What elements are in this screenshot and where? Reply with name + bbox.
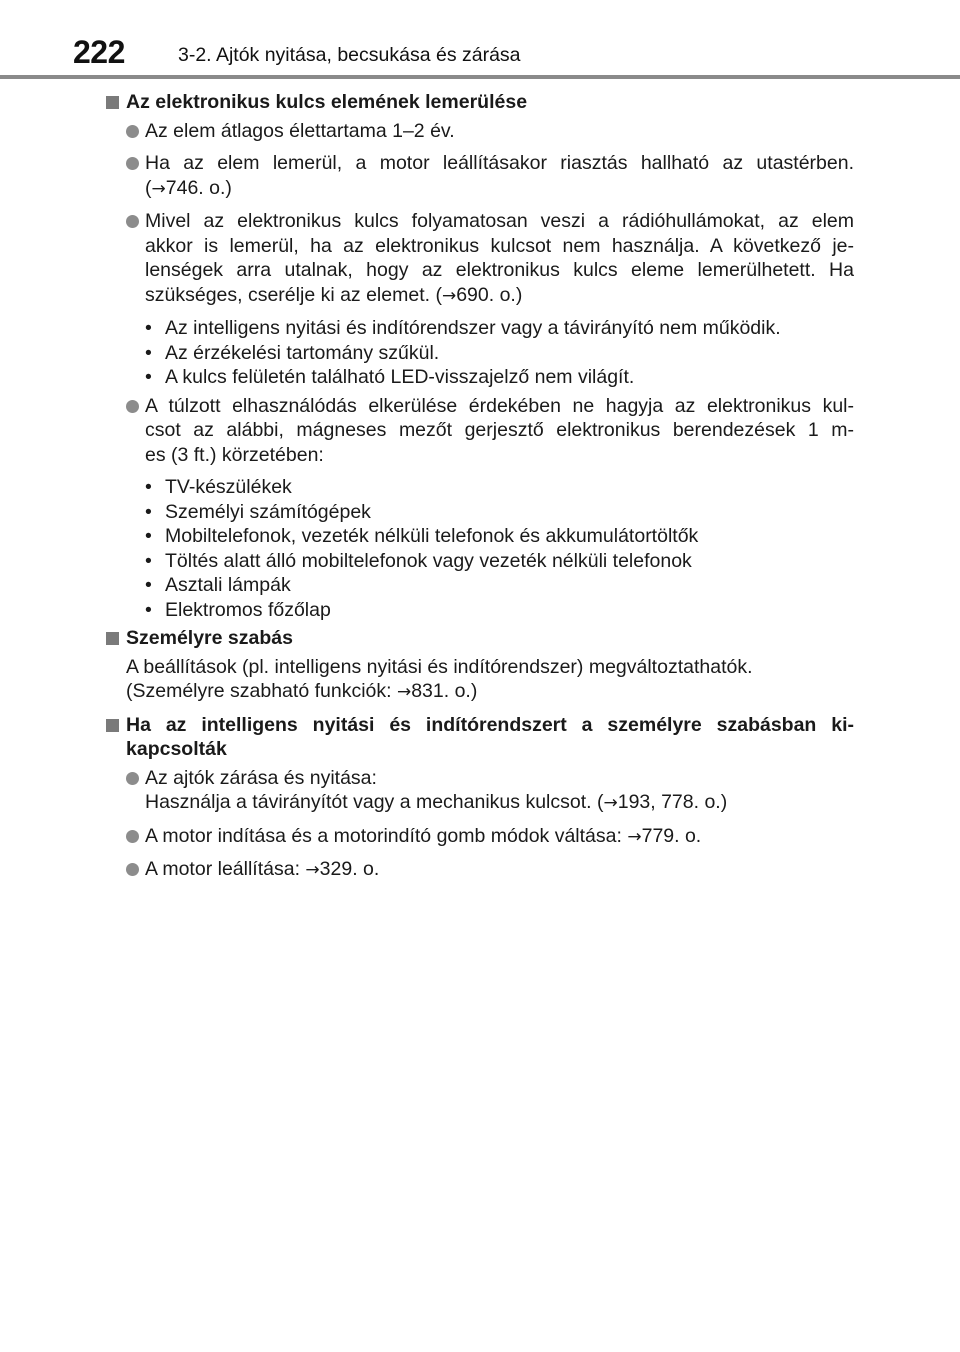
chapter-title: 3-2. Ajtók nyitása, becsukása és zárása (178, 44, 521, 66)
sub-bullet-item (145, 573, 854, 598)
square-bullet-icon (106, 719, 119, 732)
item-text: Az ajtók zárása és nyitása: (145, 766, 377, 789)
reference-page: 329. o. (319, 858, 380, 880)
arrow-right-icon: → (441, 285, 457, 306)
bullet-icon: • (145, 574, 152, 596)
sub-bullet-text: Asztali lámpák (165, 574, 291, 596)
sub-bullet-text: Töltés alatt álló mobiltelefonok vagy vezeték nélküli telefonok (165, 549, 692, 572)
round-bullet-icon (126, 157, 139, 170)
square-bullet-icon (106, 96, 119, 109)
sub-bullet-list (106, 316, 854, 390)
list-item (106, 766, 854, 816)
sub-bullet-list (106, 475, 854, 622)
round-bullet-icon (126, 830, 139, 843)
sub-bullet-text: TV-készülékek (165, 476, 292, 498)
item-text: es (3 ft.) körzetében: (145, 443, 324, 466)
sub-bullet-text: Az intelligens nyitási és indítórendszer vagy a távirányító nem működik. (165, 317, 781, 339)
sub-bullet-item (145, 365, 854, 390)
item-text: lenségek arra utalnak, hogy az elektronikus kulcs eleme lemerülhetett. Ha (145, 259, 854, 281)
round-bullet-icon (126, 215, 139, 228)
paragraph-text: A beállítások (pl. intelligens nyitási és indítórendszer) megváltoztathatók. (126, 655, 753, 678)
page-header (0, 0, 960, 80)
paragraph (106, 655, 854, 705)
section-heading-battery (106, 90, 854, 115)
sub-bullet-text: A kulcs felületén található LED-visszajelző nem világít. (165, 366, 635, 388)
section-title: kapcsolták (126, 738, 227, 760)
paragraph-text: (Személyre szabható funkciók: (126, 680, 397, 702)
page-reference: (→746. o.) (145, 176, 232, 199)
page-reference (145, 790, 854, 816)
page-number: 222 (73, 34, 125, 70)
round-bullet-icon (126, 125, 139, 138)
page-reference (145, 283, 854, 309)
bullet-icon: • (145, 549, 152, 572)
sub-bullet-item (145, 500, 854, 525)
arrow-right-icon: → (396, 682, 412, 702)
item-text: A motor leállítása: (145, 858, 306, 880)
item-text: Ha az elem lemerül, a motor leállításakor riasztás hallható az utastérben. (145, 152, 854, 174)
page-reference (126, 679, 854, 705)
round-bullet-icon (126, 863, 139, 876)
round-bullet-icon (126, 772, 139, 785)
bullet-icon: • (145, 500, 152, 523)
bullet-icon: • (145, 525, 152, 547)
sub-bullet-text: Az érzékelési tartomány szűkül. (165, 341, 440, 364)
section-title: Ha az intelligens nyitási és indítórendszert a személyre szabásban ki- (126, 713, 854, 736)
sub-bullet-item (145, 549, 854, 574)
arrow-right-icon: → (627, 826, 642, 847)
section-title: Személyre szabás (126, 627, 293, 649)
section-title: Az elektronikus kulcs elemének lemerülése (126, 91, 528, 113)
list-item (106, 394, 854, 468)
page-content (106, 90, 854, 891)
item-text: akkor is lemerül, ha az elektronikus kulcsot nem használja. A következő je- (145, 234, 854, 257)
sub-bullet-text: Mobiltelefonok, vezeték nélküli telefonok és akkumulátortöltők (165, 525, 699, 547)
list-item (106, 119, 854, 144)
list-item (106, 824, 854, 850)
bullet-icon: • (145, 317, 152, 339)
square-bullet-icon (106, 632, 119, 645)
arrow-right-icon: → (151, 178, 166, 199)
arrow-right-icon: → (305, 860, 320, 880)
sub-bullet-item (145, 475, 854, 500)
item-text: Használja a távirányítót vagy a mechanikus kulcsot. ( (145, 791, 604, 813)
reference-page: 779. o. (641, 824, 702, 847)
bullet-icon: • (145, 476, 152, 498)
section-heading-disabled-system (106, 713, 854, 762)
list-item (106, 151, 854, 201)
bullet-icon: • (145, 598, 152, 621)
bullet-icon: • (145, 341, 152, 364)
reference-page: 193, 778. o.) (617, 791, 728, 813)
item-text: Mivel az elektronikus kulcs folyamatosan veszi a rádióhullámokat, az elem (145, 210, 854, 232)
round-bullet-icon (126, 400, 139, 413)
list-item (106, 209, 854, 308)
item-text: Az elem átlagos élettartama 1–2 év. (145, 119, 455, 142)
header-divider (0, 75, 960, 79)
sub-bullet-item (145, 524, 854, 549)
sub-bullet-item (145, 598, 854, 623)
reference-page: 831. o.) (411, 680, 478, 702)
reference-page: 746. o.) (165, 176, 232, 199)
sub-bullet-text: Elektromos főzőlap (165, 598, 331, 621)
item-text: szükséges, cserélje ki az elemet. ( (145, 283, 442, 306)
reference-page: 690. o.) (456, 283, 523, 306)
item-text: A motor indítása és a motorindító gomb módok váltása: (145, 824, 628, 847)
arrow-right-icon: → (603, 793, 618, 813)
sub-bullet-item (145, 341, 854, 366)
list-item (106, 857, 854, 883)
sub-bullet-text: Személyi számítógépek (165, 500, 371, 523)
bullet-icon: • (145, 366, 152, 388)
item-text: csot az alábbi, mágneses mezőt gerjesztő elektronikus berendezések 1 m- (145, 419, 854, 441)
item-text: A túlzott elhasználódás elkerülése érdekében ne hagyja az elektronikus kul- (145, 394, 854, 417)
sub-bullet-item (145, 316, 854, 341)
section-heading-customization (106, 626, 854, 651)
